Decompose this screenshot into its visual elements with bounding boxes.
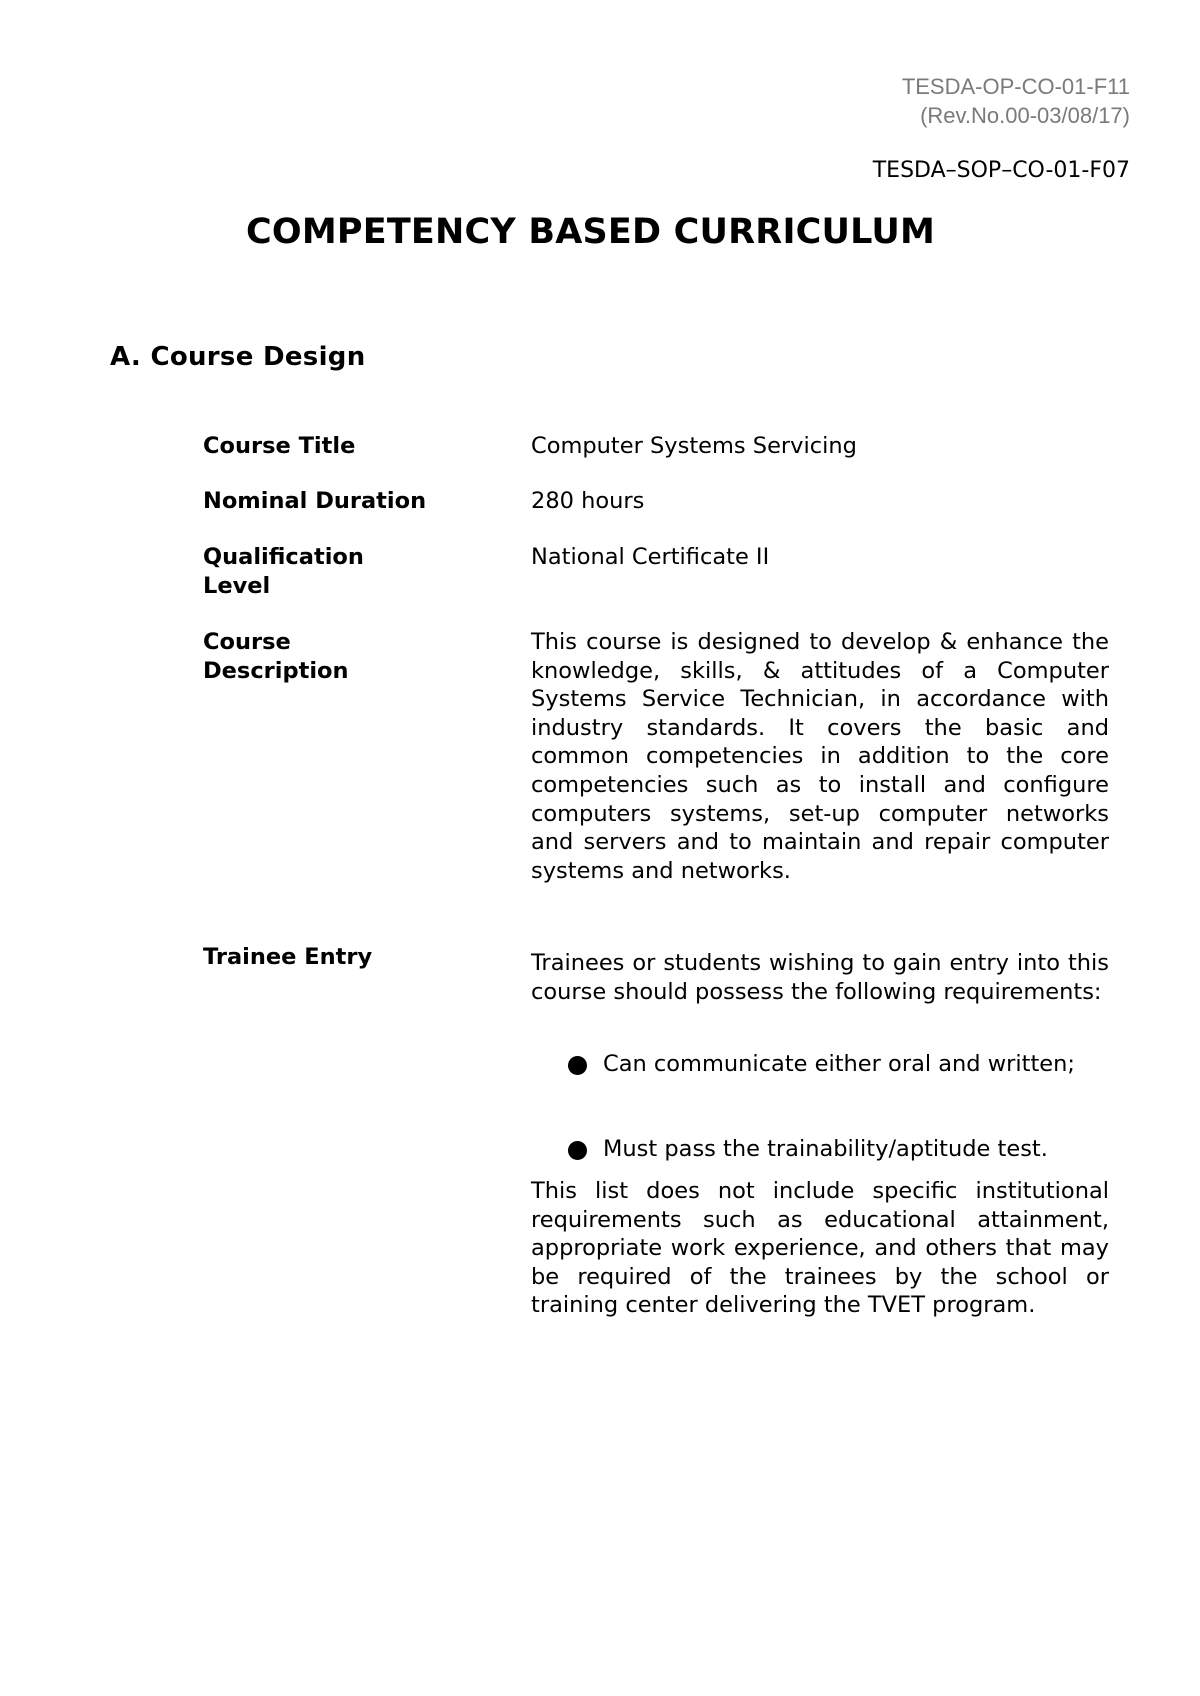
qualification-level-value: National Certificate II [531, 544, 770, 570]
course-title-label: Course Title [203, 433, 356, 459]
section-heading [110, 342, 366, 372]
document-title: COMPETENCY BASED CURRICULUM [246, 212, 936, 252]
nominal-duration-value: 280 hours [531, 488, 645, 514]
trainee-entry-note: This list does not include specific institutional requirements such as educational attainment, appropriate work experience, and others that may be required of the trainees by the school or training center delivering the TVET program. [531, 1178, 1109, 1319]
sop-code: TESDA–SOP–CO-01-F07 [872, 158, 1130, 183]
section-name: Course Design [150, 342, 366, 372]
course-description-label: Course Description [203, 629, 349, 684]
trainee-entry-label: Trainee Entry [203, 944, 373, 970]
nominal-duration-label: Nominal Duration [203, 488, 427, 514]
requirements-list [565, 1046, 1109, 1082]
qualification-level-label: Qualification Level [203, 544, 364, 599]
course-title-value: Computer Systems Servicing [531, 433, 857, 459]
form-code: TESDA-OP-CO-01-F11 [901, 74, 1130, 99]
course-description-value: This course is designed to develop & enhance the knowledge, skills, & attitudes of a Computer Systems Service Technician, in accordance with industry standards. It covers the basic and common competencies in addition to the core competencies such as to install and configure computers systems, set-up computer networks and servers and to maintain and repair computer systems and networks. [531, 629, 1109, 884]
bullet-icon [568, 1141, 587, 1160]
list-item [565, 1131, 1109, 1167]
trainee-entry-intro: Trainees or students wishing to gain entry into this course should possess the following requirements: [531, 950, 1109, 1005]
revision-number: (Rev.No.00-03/08/17) [920, 103, 1130, 128]
section-letter: A. [110, 342, 142, 372]
requirement-text: Must pass the trainability/aptitude test. [603, 1136, 1048, 1162]
bullet-icon [568, 1056, 587, 1075]
requirements-list-continued [565, 1131, 1109, 1167]
form-code-block [902, 72, 1130, 130]
list-item [565, 1046, 1109, 1082]
requirement-text: Can communicate either oral and written; [603, 1051, 1075, 1077]
